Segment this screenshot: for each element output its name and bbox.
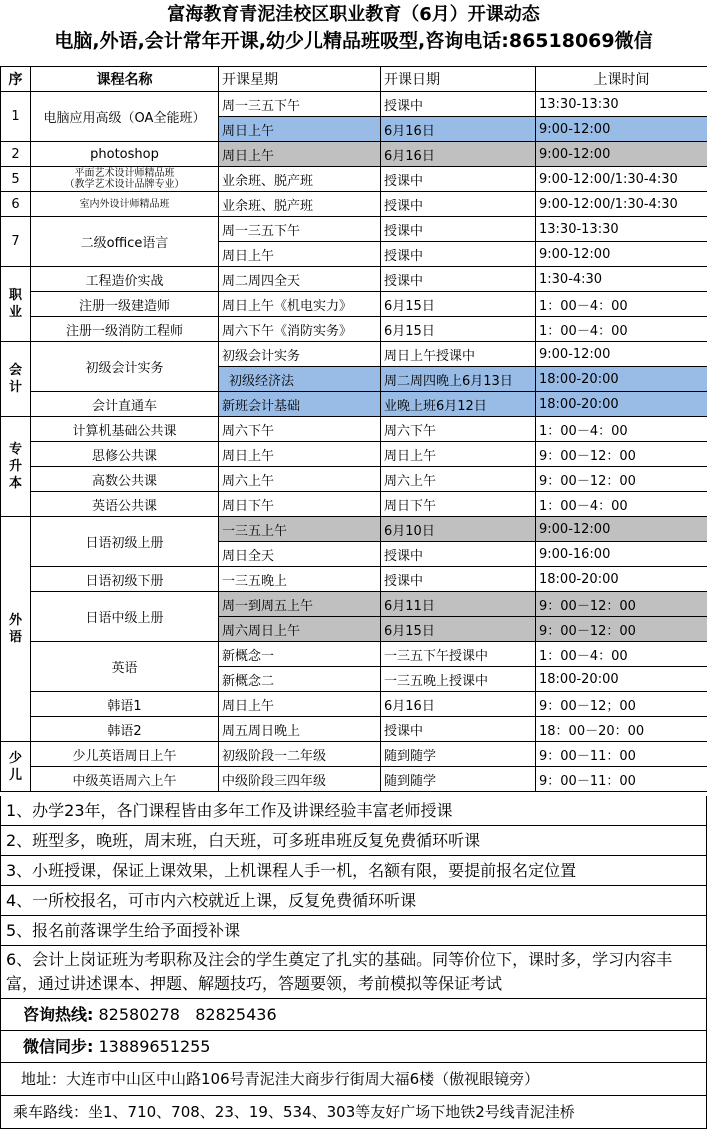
col-header-class-time: 上课时间 bbox=[536, 67, 707, 92]
time-cell: 9:00-12:00 bbox=[536, 342, 707, 367]
course-name: 初级会计实务 bbox=[31, 342, 219, 392]
course-name-line1: 平面艺术设计师精品班 bbox=[34, 168, 215, 179]
time-cell: 9:00-16:00 bbox=[536, 542, 707, 567]
address-line: 地址：大连市中山区中山路106号青泥洼大商步行街周大福6楼（傲视眼镜旁） bbox=[0, 1063, 707, 1096]
page-title: 富海教育青泥洼校区职业教育（6月）开课动态 bbox=[0, 0, 707, 27]
weekday-cell: 初级会计实务 bbox=[219, 342, 381, 367]
table-row bbox=[1, 517, 707, 542]
date-cell: 随到随学 bbox=[381, 767, 536, 792]
date-cell: 周二周四晚上6月13日 bbox=[381, 367, 536, 392]
col-header-index: 序 bbox=[1, 67, 31, 92]
table-row bbox=[1, 317, 707, 342]
weekday-cell: 周日全天 bbox=[219, 542, 381, 567]
group-label-foreign-language: 外语 bbox=[1, 517, 31, 742]
weekday-cell: 周一三五下午 bbox=[219, 92, 381, 117]
course-name bbox=[31, 167, 219, 192]
row-index: 6 bbox=[1, 192, 31, 217]
weekday-cell: 周六下午 bbox=[219, 417, 381, 442]
col-header-start-date: 开课日期 bbox=[381, 67, 536, 92]
course-name: 韩语2 bbox=[31, 717, 219, 742]
time-cell: 9：00－11：00 bbox=[536, 742, 707, 767]
date-cell: 周六下午 bbox=[381, 417, 536, 442]
time-cell: 18:00-20:00 bbox=[536, 367, 707, 392]
time-cell: 1:30-4:30 bbox=[536, 267, 707, 292]
course-name: photoshop bbox=[31, 142, 219, 167]
time-cell: 1：00－4：00 bbox=[536, 642, 707, 667]
time-cell: 9:00-12:00 bbox=[536, 117, 707, 142]
hotline-row bbox=[0, 999, 707, 1031]
time-cell: 9:00-12:00 bbox=[536, 142, 707, 167]
course-name: 室内外设计师精品班 bbox=[31, 192, 219, 217]
time-cell: 1：00－4：00 bbox=[536, 417, 707, 442]
course-name: 电脑应用高级（OA全能班） bbox=[31, 92, 219, 142]
wechat-value: 13889651255 bbox=[99, 1037, 211, 1056]
date-cell: 周日上午授课中 bbox=[381, 342, 536, 367]
course-name: 注册一级消防工程师 bbox=[31, 317, 219, 342]
col-header-weekday: 开课星期 bbox=[219, 67, 381, 92]
weekday-cell: 新概念一 bbox=[219, 642, 381, 667]
weekday-cell: 一三五晚上 bbox=[219, 567, 381, 592]
table-row bbox=[1, 292, 707, 317]
row-index: 7 bbox=[1, 217, 31, 267]
time-cell: 13:30-13:30 bbox=[536, 217, 707, 242]
course-name: 日语初级上册 bbox=[31, 517, 219, 567]
schedule-table bbox=[0, 66, 707, 792]
date-cell: 授课中 bbox=[381, 92, 536, 117]
table-row bbox=[1, 392, 707, 417]
time-cell: 18:00-20:00 bbox=[536, 567, 707, 592]
time-cell: 1：00－4：00 bbox=[536, 317, 707, 342]
course-name: 韩语1 bbox=[31, 692, 219, 717]
date-cell: 6月15日 bbox=[381, 292, 536, 317]
weekday-cell: 周日上午 bbox=[219, 142, 381, 167]
row-index: 2 bbox=[1, 142, 31, 167]
group-label-children: 少儿 bbox=[1, 742, 31, 792]
table-row bbox=[1, 692, 707, 717]
notes-section bbox=[0, 796, 707, 1129]
route-line: 乘车路线：坐1、710、708、23、19、534、303等友好广场下地铁2号线青泥洼桥 bbox=[0, 1096, 707, 1129]
date-cell: 一三五下午授课中 bbox=[381, 642, 536, 667]
weekday-cell: 周日上午 bbox=[219, 117, 381, 142]
date-cell: 周日下午 bbox=[381, 492, 536, 517]
weekday-cell: 中级阶段三四年级 bbox=[219, 767, 381, 792]
time-cell: 1：00－4：00 bbox=[536, 292, 707, 317]
weekday-cell: 新概念二 bbox=[219, 667, 381, 692]
note-item: 5、报名前落课学生给予面授补课 bbox=[0, 916, 707, 946]
note-item: 4、一所校报名，可市内六校就近上课，反复免费循环听课 bbox=[0, 886, 707, 916]
date-cell: 周日上午 bbox=[381, 442, 536, 467]
date-cell: 6月16日 bbox=[381, 692, 536, 717]
date-cell: 业晚上班6月12日 bbox=[381, 392, 536, 417]
table-row bbox=[1, 592, 707, 617]
page-subtitle: 电脑,外语,会计常年开课,幼少儿精品班吸型,咨询电话:86518069微信 bbox=[0, 27, 707, 55]
date-cell: 随到随学 bbox=[381, 742, 536, 767]
wechat-label: 微信同步: bbox=[23, 1037, 93, 1056]
weekday-cell: 周六周日上午 bbox=[219, 617, 381, 642]
weekday-cell: 业余班、脱产班 bbox=[219, 192, 381, 217]
time-cell: 9:00-12:00 bbox=[536, 242, 707, 267]
table-row bbox=[1, 567, 707, 592]
weekday-cell: 周五周日晚上 bbox=[219, 717, 381, 742]
note-item: 3、小班授课，保证上课效果，上机课程人手一机，名额有限，要提前报名定位置 bbox=[0, 856, 707, 886]
col-header-course: 课程名称 bbox=[31, 67, 219, 92]
table-row bbox=[1, 267, 707, 292]
time-cell: 9：00－12；00 bbox=[536, 692, 707, 717]
weekday-cell: 周六下午《消防实务》 bbox=[219, 317, 381, 342]
table-row bbox=[1, 442, 707, 467]
weekday-cell: 周日上午 bbox=[219, 242, 381, 267]
weekday-cell: 周日上午《机电实力》 bbox=[219, 292, 381, 317]
date-cell: 6月15日 bbox=[381, 317, 536, 342]
weekday-cell: 周日下午 bbox=[219, 492, 381, 517]
course-name-line2: （教学艺术设计品牌专业） bbox=[34, 179, 215, 190]
date-cell: 周六上午 bbox=[381, 467, 536, 492]
row-index: 1 bbox=[1, 92, 31, 142]
date-cell: 授课中 bbox=[381, 242, 536, 267]
date-cell: 6月16日 bbox=[381, 117, 536, 142]
row-index: 5 bbox=[1, 167, 31, 192]
table-row bbox=[1, 217, 707, 242]
weekday-cell: 周日上午 bbox=[219, 442, 381, 467]
course-name: 工程造价实战 bbox=[31, 267, 219, 292]
table-row bbox=[1, 192, 707, 217]
table-header-row bbox=[1, 67, 707, 92]
course-name: 英语 bbox=[31, 642, 219, 692]
table-row bbox=[1, 417, 707, 442]
table-row bbox=[1, 717, 707, 742]
course-name: 日语中级上册 bbox=[31, 592, 219, 642]
note-item: 1、办学23年，各门课程皆由多年工作及讲课经验丰富老师授课 bbox=[0, 796, 707, 826]
time-cell: 18:00-20:00 bbox=[536, 667, 707, 692]
date-cell: 授课中 bbox=[381, 267, 536, 292]
time-cell: 1：00－4：00 bbox=[536, 492, 707, 517]
time-cell: 18:00-20:00 bbox=[536, 392, 707, 417]
table-row bbox=[1, 742, 707, 767]
time-cell: 9：00－12：00 bbox=[536, 617, 707, 642]
time-cell: 9:00-12:00/1:30-4:30 bbox=[536, 167, 707, 192]
course-name: 二级office语言 bbox=[31, 217, 219, 267]
date-cell: 授课中 bbox=[381, 192, 536, 217]
date-cell: 授课中 bbox=[381, 542, 536, 567]
group-label-accounting: 会计 bbox=[1, 342, 31, 417]
course-name: 计算机基础公共课 bbox=[31, 417, 219, 442]
hotline-label: 咨询热线: bbox=[23, 1005, 93, 1024]
time-cell: 9：00－12：00 bbox=[536, 467, 707, 492]
time-cell: 18：00－20：00 bbox=[536, 717, 707, 742]
table-row bbox=[1, 342, 707, 367]
wechat-row bbox=[0, 1031, 707, 1063]
page-header bbox=[0, 0, 707, 55]
table-row bbox=[1, 92, 707, 117]
time-cell: 9：00－12：00 bbox=[536, 592, 707, 617]
date-cell: 6月11日 bbox=[381, 592, 536, 617]
date-cell: 授课中 bbox=[381, 167, 536, 192]
hotline-value: 82580278 82825436 bbox=[99, 1005, 277, 1024]
weekday-cell: 周六上午 bbox=[219, 467, 381, 492]
group-label-upgrade: 专升本 bbox=[1, 417, 31, 517]
course-name: 日语初级下册 bbox=[31, 567, 219, 592]
course-name: 少儿英语周日上午 bbox=[31, 742, 219, 767]
date-cell: 6月16日 bbox=[381, 142, 536, 167]
note-item: 2、班型多，晚班，周末班，白天班，可多班串班反复免费循环听课 bbox=[0, 826, 707, 856]
weekday-cell: 周一到周五上午 bbox=[219, 592, 381, 617]
weekday-cell: 新班会计基础 bbox=[219, 392, 381, 417]
course-name: 英语公共课 bbox=[31, 492, 219, 517]
course-name: 注册一级建造师 bbox=[31, 292, 219, 317]
group-label-vocational: 职业 bbox=[1, 267, 31, 342]
table-row bbox=[1, 767, 707, 792]
note-item: 6、会计上岗证班为考职称及注会的学生奠定了扎实的基础。同等价位下，课时多，学习内容丰富，通过讲述课本、押题、解题技巧，答题要领，考前模拟等保证考试 bbox=[0, 946, 707, 999]
time-cell: 9：00－12：00 bbox=[536, 442, 707, 467]
table-row bbox=[1, 142, 707, 167]
date-cell: 授课中 bbox=[381, 567, 536, 592]
table-row bbox=[1, 492, 707, 517]
weekday-cell: 周二周四全天 bbox=[219, 267, 381, 292]
course-name: 会计直通车 bbox=[31, 392, 219, 417]
table-row bbox=[1, 467, 707, 492]
course-name: 中级英语周六上午 bbox=[31, 767, 219, 792]
date-cell: 授课中 bbox=[381, 217, 536, 242]
table-row bbox=[1, 167, 707, 192]
weekday-cell: 周日上午 bbox=[219, 692, 381, 717]
date-cell: 一三五晚上授课中 bbox=[381, 667, 536, 692]
weekday-cell: 业余班、脱产班 bbox=[219, 167, 381, 192]
weekday-cell: 初级阶段一二年级 bbox=[219, 742, 381, 767]
course-name: 思修公共课 bbox=[31, 442, 219, 467]
time-cell: 9:00-12:00 bbox=[536, 517, 707, 542]
weekday-cell: 初级经济法 bbox=[219, 367, 381, 392]
weekday-cell: 周一三五下午 bbox=[219, 217, 381, 242]
time-cell: 13:30-13:30 bbox=[536, 92, 707, 117]
weekday-cell: 一三五上午 bbox=[219, 517, 381, 542]
date-cell: 授课中 bbox=[381, 717, 536, 742]
date-cell: 6月10日 bbox=[381, 517, 536, 542]
date-cell: 6月15日 bbox=[381, 617, 536, 642]
time-cell: 9：00－11：00 bbox=[536, 767, 707, 792]
table-row bbox=[1, 642, 707, 667]
course-name: 高数公共课 bbox=[31, 467, 219, 492]
time-cell: 9:00-12:00/1:30-4:30 bbox=[536, 192, 707, 217]
